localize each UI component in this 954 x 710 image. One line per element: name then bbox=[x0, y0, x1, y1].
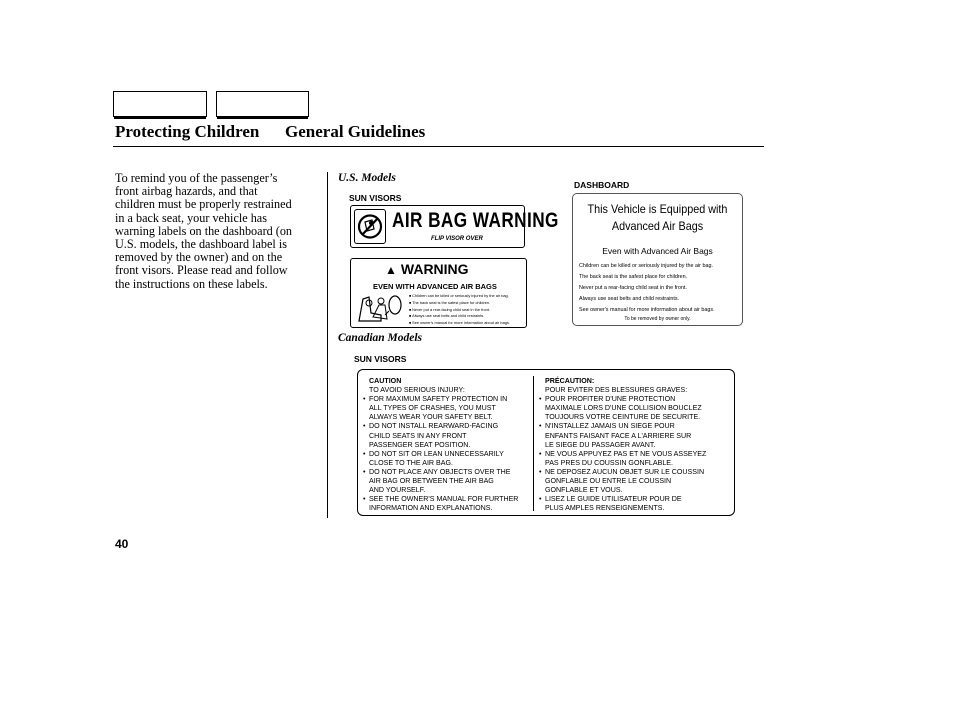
caution-line: • SEE THE OWNER'S MANUAL FOR FURTHER bbox=[363, 495, 533, 504]
precaution-line: ENFANTS FAISANT FACE A L'ARRIERE SUR bbox=[545, 431, 692, 440]
nav-tab-box-1[interactable] bbox=[113, 91, 207, 117]
intro-line: To remind you of the passenger’s bbox=[115, 171, 278, 185]
precaution-line: • LISEZ LE GUIDE UTILISATEUR POUR DE bbox=[539, 495, 734, 504]
caution-divider bbox=[533, 376, 534, 511]
canadian-caution-sticker bbox=[357, 369, 735, 516]
nav-tab-box-2[interactable] bbox=[216, 91, 309, 117]
precaution-line: GONFLABLE OU ENTRE LE COUSSIN bbox=[545, 477, 672, 486]
precaution-line: MAXIMALE LORS D'UNE COLLISION BOUCLEZ bbox=[545, 404, 702, 413]
caution-line: • DO NOT INSTALL REARWARD-FACING bbox=[363, 422, 533, 431]
caution-line: CLOSE TO THE AIR BAG. bbox=[369, 458, 453, 467]
caution-line: • FOR MAXIMUM SAFETY PROTECTION IN bbox=[363, 395, 533, 404]
airbag-warning-sticker bbox=[350, 205, 559, 248]
precaution-title: PRÉCAUTION: bbox=[545, 377, 595, 385]
dashboard-subheading: Even with Advanced Air Bags bbox=[602, 246, 713, 256]
caution-line: ALL TYPES OF CRASHES, YOU MUST bbox=[369, 404, 496, 413]
list-item: See owner's manual for more information about air bags. bbox=[579, 307, 715, 313]
section-title: General Guidelines bbox=[285, 122, 426, 141]
intro-line: removed by the owner) and on the bbox=[115, 250, 283, 265]
precaution-line: LE SIEGE DU PASSAGER AVANT. bbox=[545, 440, 656, 449]
intro-line: front airbag hazards, and that bbox=[115, 184, 258, 199]
intro-line: front visors. Please read and follow bbox=[115, 263, 288, 278]
precaution-line: PLUS AMPLES RENSEIGNEMENTS. bbox=[545, 504, 665, 513]
page-number: 40 bbox=[115, 537, 129, 551]
chapter-title: Protecting Children bbox=[115, 122, 260, 141]
child-seat-airbag-icon bbox=[355, 291, 403, 325]
warning-sticker bbox=[350, 258, 527, 328]
warning-header bbox=[385, 261, 469, 277]
precaution-line: TOUJOURS VOTRE CEINTURE DE SECURITE. bbox=[545, 413, 701, 422]
precaution-line: • POUR PROFITER D'UNE PROTECTION bbox=[539, 395, 734, 404]
warning-triangle-icon: ▲ bbox=[385, 263, 397, 277]
flip-visor-text: FLIP VISOR OVER bbox=[431, 236, 483, 242]
precaution-line: PAS PRES DU COUSSIN GONFLABLE. bbox=[545, 458, 673, 467]
intro-line: children must be properly restrained bbox=[115, 197, 292, 212]
caution-line: ALWAYS WEAR YOUR SAFETY BELT. bbox=[369, 413, 493, 422]
list-item: ■ See owner's manual for more information about air bags. bbox=[409, 320, 527, 327]
caution-french-column bbox=[539, 377, 734, 513]
caution-line: • DO NOT PLACE ANY OBJECTS OVER THE bbox=[363, 468, 533, 477]
list-item: ■ Never put a rear-facing child seat in the front. bbox=[409, 307, 527, 314]
canadian-models-heading: Canadian Models bbox=[338, 332, 423, 344]
intro-line: the instructions on these labels. bbox=[115, 276, 268, 291]
header-rule bbox=[113, 146, 764, 147]
warning-list bbox=[409, 293, 527, 327]
precaution-line: • NE DEPOSEZ AUCUN OBJET SUR LE COUSSIN bbox=[539, 468, 734, 477]
dashboard-list bbox=[579, 261, 743, 316]
caution-english-column bbox=[363, 377, 533, 513]
list-item: ■ The back seat is the safest place for children. bbox=[409, 300, 527, 307]
dashboard-heading bbox=[581, 201, 733, 235]
precaution-line: POUR EVITER DES BLESSURES GRAVES: bbox=[545, 386, 688, 395]
no-child-seat-icon bbox=[354, 209, 386, 244]
intro-line: U.S. models, the dashboard label is bbox=[115, 237, 287, 252]
precaution-line: • N'INSTALLEZ JAMAIS UN SIEGE POUR bbox=[539, 422, 734, 431]
list-item: The back seat is the safest place for children. bbox=[579, 274, 688, 280]
dashboard-footer: To be removed by owner only. bbox=[624, 316, 691, 322]
list-item: ■ Children can be killed or seriously injured by the air bag. bbox=[409, 293, 527, 300]
airbag-warning-title: AIR BAG WARNING bbox=[392, 209, 559, 232]
intro-line: in a back seat, your vehicle has bbox=[115, 210, 267, 225]
intro-paragraph bbox=[115, 172, 320, 291]
warning-title: WARNING bbox=[400, 261, 469, 277]
canadian-sun-visors-label: SUN VISORS bbox=[354, 354, 407, 364]
caution-line: INFORMATION AND EXPLANATIONS. bbox=[369, 504, 493, 513]
dashboard-heading-line2: Advanced Air Bags bbox=[611, 219, 704, 233]
dashboard-sticker bbox=[572, 193, 743, 326]
intro-line: warning labels on the dashboard (on bbox=[115, 223, 293, 238]
caution-line: PASSENGER SEAT POSITION. bbox=[369, 440, 471, 449]
list-item: ■ Always use seat belts and child restraints. bbox=[409, 313, 527, 320]
caution-line: • DO NOT SIT OR LEAN UNNECESSARILY bbox=[363, 450, 533, 459]
caution-title: CAUTION bbox=[369, 377, 402, 385]
us-sun-visors-label: SUN VISORS bbox=[349, 193, 402, 203]
us-models-heading: U.S. Models bbox=[338, 172, 396, 184]
page-header bbox=[115, 122, 765, 142]
precaution-line: GONFLABLE ET VOUS. bbox=[545, 486, 623, 495]
precaution-line: • NE VOUS APPUYEZ PAS ET NE VOUS ASSEYEZ bbox=[539, 450, 734, 459]
list-item: Always use seat belts and child restraints. bbox=[579, 296, 680, 302]
caution-line: AND YOURSELF. bbox=[369, 486, 426, 495]
list-item: Never put a rear-facing child seat in the front. bbox=[579, 285, 687, 291]
dashboard-heading-line1: This Vehicle is Equipped with bbox=[587, 202, 728, 216]
list-item: Children can be killed or seriously injured by the air bag. bbox=[579, 263, 713, 269]
warning-subtitle: EVEN WITH ADVANCED AIR BAGS bbox=[373, 282, 497, 291]
column-divider bbox=[327, 172, 328, 518]
caution-line: CHILD SEATS IN ANY FRONT bbox=[369, 431, 467, 440]
dashboard-label: DASHBOARD bbox=[574, 180, 630, 190]
caution-line: AIR BAG OR BETWEEN THE AIR BAG bbox=[369, 477, 494, 486]
caution-line: TO AVOID SERIOUS INJURY: bbox=[369, 386, 465, 395]
